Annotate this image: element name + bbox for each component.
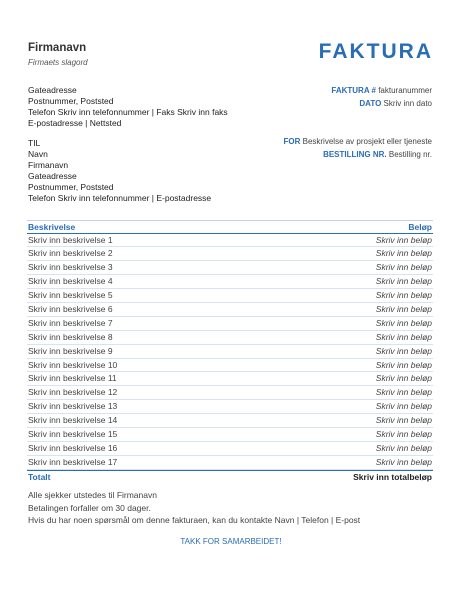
row-description: Skriv inn beskrivelse 16 bbox=[28, 442, 118, 453]
sender-address bbox=[28, 85, 228, 129]
row-amount: Skriv inn beløp bbox=[375, 373, 432, 384]
table-row bbox=[27, 414, 433, 428]
bill-to-postal: Postnummer, Poststed bbox=[28, 182, 114, 192]
row-description: Skriv inn beskrivelse 4 bbox=[28, 276, 113, 287]
order-number-label: BESTILLING NR. bbox=[323, 149, 387, 159]
table-row bbox=[27, 275, 433, 289]
row-description: Skriv inn beskrivelse 11 bbox=[28, 373, 117, 384]
table-row bbox=[27, 428, 433, 442]
table-row bbox=[27, 442, 433, 456]
row-amount: Skriv inn beløp bbox=[375, 359, 432, 370]
thank-you-message: TAKK FOR SAMARBEIDET! bbox=[180, 537, 282, 546]
invoice-meta bbox=[331, 85, 432, 110]
table-row bbox=[27, 359, 433, 373]
table-row bbox=[27, 400, 433, 414]
row-amount: Skriv inn beløp bbox=[375, 262, 432, 273]
sender-postal: Postnummer, Poststed bbox=[28, 96, 114, 106]
sender-phone-fax: Telefon Skriv inn telefonnummer | Faks Skriv inn faks bbox=[28, 107, 228, 117]
table-row bbox=[27, 331, 433, 345]
table-row bbox=[27, 289, 433, 303]
for-label: FOR bbox=[283, 137, 301, 146]
row-amount: Skriv inn beløp bbox=[375, 345, 432, 356]
table-row bbox=[27, 234, 433, 248]
bill-to-company: Firmanavn bbox=[28, 160, 69, 170]
row-description: Skriv inn beskrivelse 8 bbox=[28, 331, 113, 342]
row-description: Skriv inn beskrivelse 2 bbox=[28, 248, 113, 259]
row-amount: Skriv inn beløp bbox=[375, 415, 432, 426]
bill-to-contact: Telefon Skriv inn telefonnummer | E-postadresse bbox=[28, 193, 212, 203]
row-description: Skriv inn beskrivelse 12 bbox=[28, 387, 118, 398]
row-amount: Skriv inn beløp bbox=[375, 456, 432, 467]
row-amount: Skriv inn beløp bbox=[375, 248, 432, 259]
bill-to-heading: TIL bbox=[28, 138, 41, 148]
row-description: Skriv inn beskrivelse 9 bbox=[28, 345, 113, 356]
table-row bbox=[27, 247, 433, 261]
line-items-table bbox=[27, 220, 433, 483]
sender-email-web: E-postadresse | Nettsted bbox=[28, 118, 122, 128]
invoice-number-label: FAKTURA # bbox=[331, 86, 376, 95]
row-description: Skriv inn beskrivelse 3 bbox=[28, 262, 113, 273]
payment-note-terms: Betalingen forfaller om 30 dager. bbox=[28, 502, 151, 513]
invoice-date-label: DATO bbox=[359, 98, 382, 108]
total-value: Skriv inn totalbeløp bbox=[353, 471, 432, 482]
row-description: Skriv inn beskrivelse 6 bbox=[28, 303, 113, 314]
invoice-title: FAKTURA bbox=[318, 40, 433, 63]
table-row bbox=[27, 303, 433, 317]
row-amount: Skriv inn beløp bbox=[375, 234, 432, 245]
order-meta bbox=[283, 136, 432, 161]
bill-to-name: Navn bbox=[28, 149, 48, 159]
invoice-date-value: Skriv inn dato bbox=[383, 98, 432, 108]
row-amount: Skriv inn beløp bbox=[375, 442, 432, 453]
table-total-row bbox=[27, 470, 433, 483]
row-amount: Skriv inn beløp bbox=[375, 331, 432, 342]
row-description: Skriv inn beskrivelse 7 bbox=[28, 317, 113, 328]
company-name: Firmanavn bbox=[28, 42, 87, 54]
row-description: Skriv inn beskrivelse 5 bbox=[28, 290, 113, 301]
row-amount: Skriv inn beløp bbox=[375, 290, 432, 301]
for-value: Beskrivelse av prosjekt eller tjeneste bbox=[302, 137, 432, 146]
total-label: Totalt bbox=[28, 471, 51, 482]
column-header-amount: Beløp bbox=[408, 222, 432, 232]
bill-to bbox=[28, 138, 211, 204]
table-body bbox=[27, 234, 433, 470]
row-description: Skriv inn beskrivelse 13 bbox=[28, 401, 118, 412]
row-amount: Skriv inn beløp bbox=[375, 317, 432, 328]
table-row bbox=[27, 456, 433, 470]
row-description: Skriv inn beskrivelse 14 bbox=[28, 415, 118, 426]
row-description: Skriv inn beskrivelse 15 bbox=[28, 428, 118, 439]
table-row bbox=[27, 372, 433, 386]
row-amount: Skriv inn beløp bbox=[375, 428, 432, 439]
column-header-description: Beskrivelse bbox=[28, 222, 76, 232]
row-amount: Skriv inn beløp bbox=[375, 303, 432, 314]
invoice-number-value: fakturanummer bbox=[378, 86, 432, 95]
row-description: Skriv inn beskrivelse 17 bbox=[28, 456, 118, 467]
order-number-value: Bestilling nr. bbox=[388, 149, 432, 159]
row-description: Skriv inn beskrivelse 1 bbox=[28, 234, 113, 245]
payment-notes bbox=[28, 489, 360, 527]
bill-to-street: Gateadresse bbox=[28, 171, 77, 181]
row-amount: Skriv inn beløp bbox=[375, 276, 432, 287]
table-header bbox=[27, 220, 433, 234]
company-slogan: Firmaets slagord bbox=[28, 58, 88, 67]
table-row bbox=[27, 261, 433, 275]
row-description: Skriv inn beskrivelse 10 bbox=[28, 359, 118, 370]
row-amount: Skriv inn beløp bbox=[375, 387, 432, 398]
table-row bbox=[27, 317, 433, 331]
sender-street: Gateadresse bbox=[28, 85, 77, 95]
table-row bbox=[27, 345, 433, 359]
table-row bbox=[27, 386, 433, 400]
row-amount: Skriv inn beløp bbox=[375, 401, 432, 412]
payment-note-contact: Hvis du har noen spørsmål om denne fakturaen, kan du kontakte Navn | Telefon | E-post bbox=[28, 515, 361, 525]
payment-note-payee: Alle sjekker utstedes til Firmanavn bbox=[28, 490, 157, 500]
